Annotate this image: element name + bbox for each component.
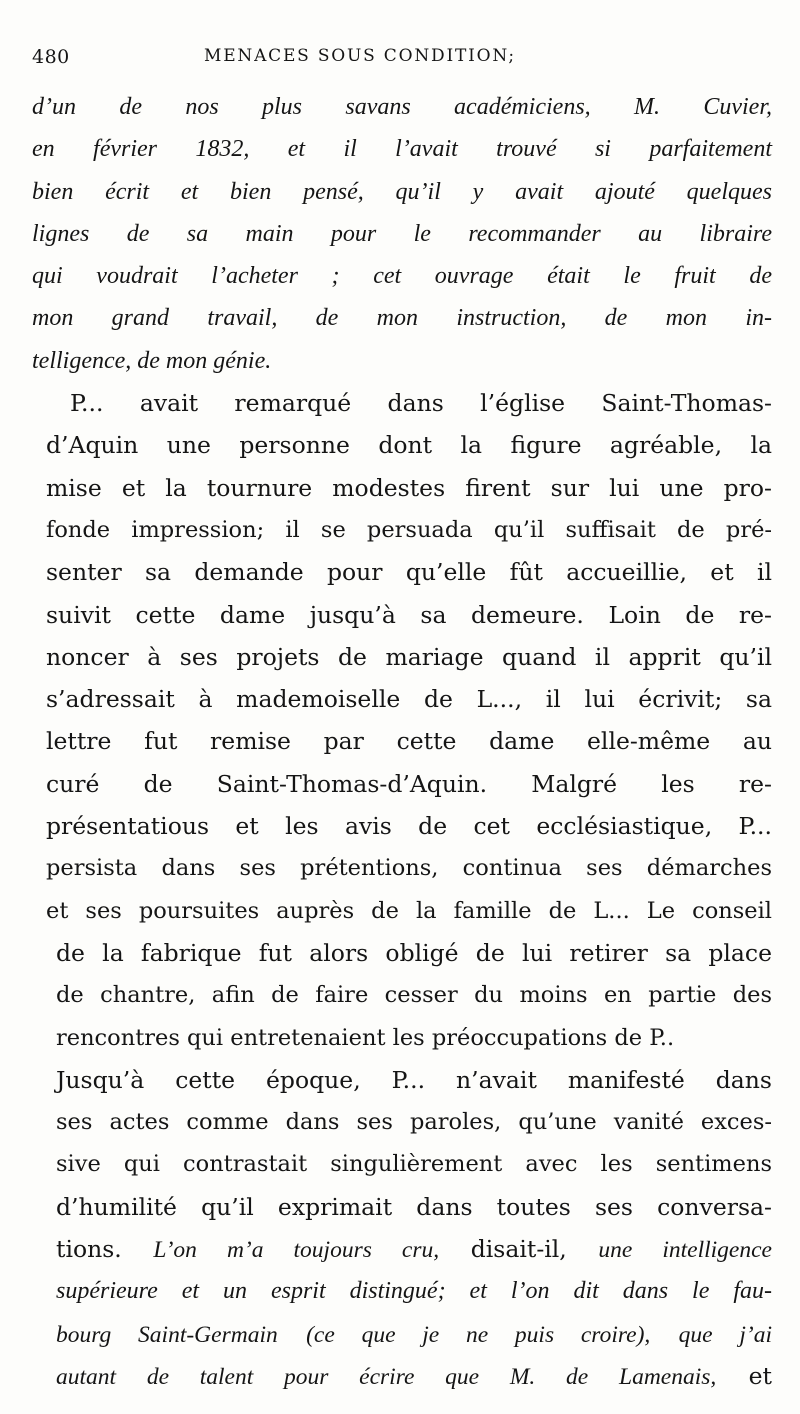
text-line: senter sa demande pour qu’elle fût accueillie, et il — [46, 558, 772, 587]
body-text — [32, 86, 772, 1397]
text-line: lettre fut remise par cette dame elle-même au — [46, 727, 772, 756]
text-segment: disait-il, — [470, 1235, 567, 1264]
text-line: d’humilité qu’il exprimait dans toutes ses conversa- — [56, 1192, 772, 1221]
text-segment: tions. — [56, 1235, 122, 1264]
paragraph-start-line: P... avait remarqué dans l’église Saint-Thomas- — [70, 389, 772, 418]
text-line: fonde impression; il se persuada qu’il suffisait de pré- — [46, 516, 772, 543]
text-line: et ses poursuites auprès de la famille de L... Le conseil — [46, 897, 772, 924]
text-line — [32, 1228, 772, 1270]
text-line: de la fabrique fut alors obligé de lui retirer sa place — [56, 938, 772, 967]
paragraph-start-line: Jusqu’à cette époque, P... n’avait manifesté dans — [56, 1065, 772, 1094]
quoted-italic-text: autant de talent pour écrire que M. de Lamenais, — [56, 1363, 717, 1390]
text-line: lignes de sa main pour le recommander au libraire — [32, 220, 772, 247]
quoted-italic-text: que j’ai — [678, 1321, 772, 1348]
page-number: 480 — [32, 46, 70, 68]
text-line: noncer à ses projets de mariage quand il apprit qu’il — [46, 642, 772, 671]
quoted-italic-text: (ce que je ne puis croire), — [306, 1321, 651, 1348]
text-line: d’un de nos plus savans académiciens, M. Cuvier, — [32, 94, 772, 120]
text-line: mise et la tournure modestes firent sur lui une pro- — [46, 473, 772, 502]
text-line: mon grand travail, de mon instruction, de mon in- — [32, 305, 772, 332]
running-title: MENACES SOUS CONDITION; — [204, 46, 516, 66]
text-line: suivit cette dame jusqu’à sa demeure. Loin de re- — [46, 600, 772, 629]
quoted-italic-text: bourg Saint-Germain — [56, 1321, 278, 1348]
text-line: telligence, de mon génie. — [32, 347, 272, 374]
page-header — [32, 44, 772, 78]
text-line: persista dans ses prétentions, continua ses démarches — [46, 855, 772, 882]
text-line: ses actes comme dans ses paroles, qu’une vanité exces- — [56, 1109, 772, 1136]
text-line: de chantre, afin de faire cesser du moins en partie des — [56, 982, 772, 1009]
text-line: en février 1832, et il l’avait trouvé si parfaitement — [32, 136, 772, 163]
text-line: s’adressait à mademoiselle de L..., il lui écrivit; sa — [46, 685, 772, 714]
text-line: curé de Saint-Thomas-d’Aquin. Malgré les re- — [46, 769, 772, 798]
text-line — [32, 1355, 772, 1397]
quoted-italic-text: une intelligence — [598, 1237, 772, 1264]
text-line: supérieure et un esprit distingué; et l’on dit dans le fau- — [56, 1278, 772, 1305]
text-line: bien écrit et bien pensé, qu’il y avait ajouté quelques — [32, 178, 772, 205]
text-line: d’Aquin une personne dont la figure agréable, la — [46, 431, 772, 460]
text-line: qui voudrait l’acheter ; cet ouvrage était le fruit de — [32, 263, 772, 290]
text-line: sive qui contrastait singulièrement avec les sentimens — [56, 1151, 772, 1178]
quoted-italic-text: L’on m’a toujours cru, — [153, 1237, 440, 1264]
text-line: présentatious et les avis de cet ecclésiastique, P... — [46, 812, 772, 841]
text-segment: et — [748, 1361, 772, 1390]
text-line — [32, 1313, 772, 1355]
text-line: rencontres qui entretenaient les préoccupations de P.. — [56, 1024, 675, 1051]
